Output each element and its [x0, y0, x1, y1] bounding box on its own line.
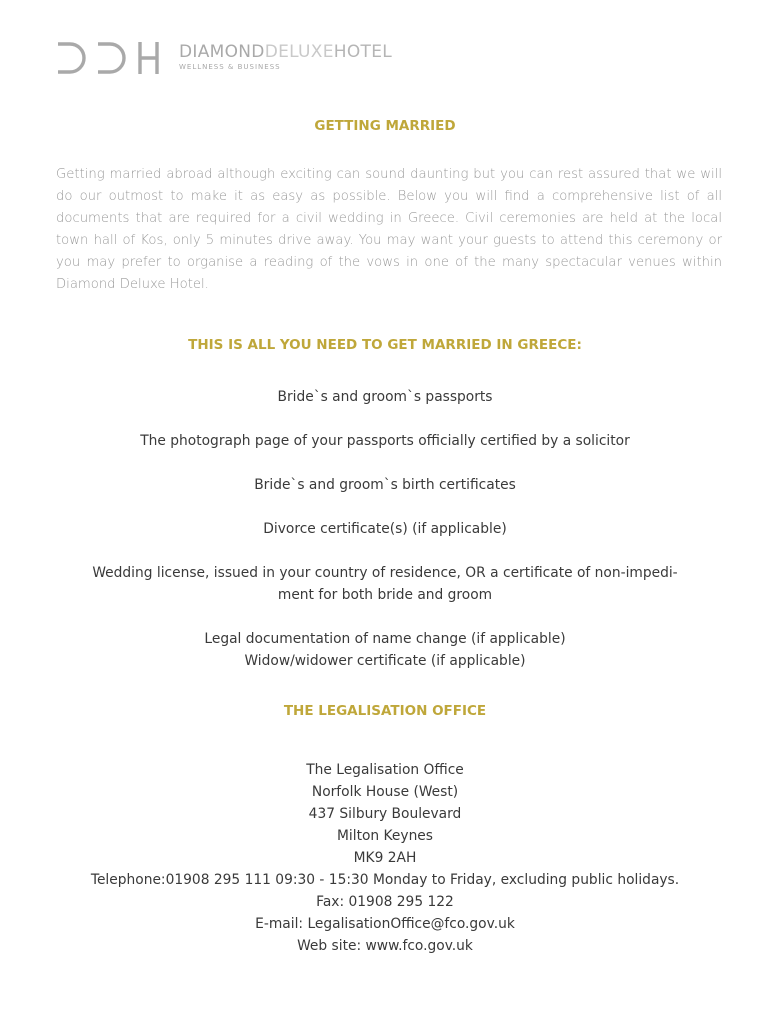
address-line: The Legalisation Office: [306, 762, 464, 778]
list-item: Bride`s and groom`s birth certificates: [254, 477, 516, 493]
brand-wordmark: [179, 42, 392, 72]
address-line: 437 Silbury Boulevard: [308, 806, 462, 822]
list-item: Widow/widower certificate (if applicable): [244, 653, 526, 669]
address-line: MK9 2AH: [353, 850, 417, 866]
brand-deluxe: DELUXE: [264, 42, 334, 62]
legalisation-heading: THE LEGALISATION OFFICE: [283, 703, 487, 719]
telephone-line: Telephone:01908 295 111 09:30 - 15:30 Monday to Friday, excluding public holidays.: [90, 872, 680, 888]
list-item: The photograph page of your passports officially certified by a solicitor: [140, 433, 630, 449]
getting-married-heading: GETTING MARRIED: [314, 118, 456, 134]
list-item: Legal documentation of name change (if applicable): [204, 631, 566, 647]
brand-diamond: DIAMOND: [179, 42, 265, 62]
website-line: Web site: www.fco.gov.uk: [297, 938, 473, 954]
legalisation-address: [0, 759, 770, 957]
address-line: Norfolk House (West): [311, 784, 459, 800]
intro-paragraph: Getting married abroad although exciting can sound daunting but you can rest assured that we will do our outmost to make it as easy as possible. Below you will find a comprehensive list of all documents that are required for a civil wedding in Greece. Civil ceremonies are held at the local town hall of Kos, only 5 minutes drive away. You may want your guests to attend this ceremony or you may prefer to organise a reading of the vows in one of the many spectacular venues within Diamond Deluxe Hotel.: [56, 167, 722, 292]
list-item: Bride`s and groom`s passports: [277, 389, 493, 405]
email-line: E-mail: LegalisationOffice@fco.gov.uk: [255, 916, 515, 932]
requirements-list: [80, 386, 690, 672]
address-line: Milton Keynes: [337, 828, 433, 844]
ddh-logo-icon: [56, 42, 160, 74]
brand-hotel: HOTEL: [333, 42, 393, 62]
page-header: [56, 42, 476, 76]
list-item: Divorce certificate(s) (if applicable): [263, 521, 507, 537]
requirements-heading: THIS IS ALL YOU NEED TO GET MARRIED IN GREECE:: [188, 337, 582, 353]
list-item: Wedding license, issued in your country of residence, OR a certificate of non-impedi-ment for both bride and groom: [92, 565, 678, 603]
fax-line: Fax: 01908 295 122: [316, 894, 454, 910]
brand-tagline: WELLNESS & BUSINESS: [179, 63, 281, 71]
